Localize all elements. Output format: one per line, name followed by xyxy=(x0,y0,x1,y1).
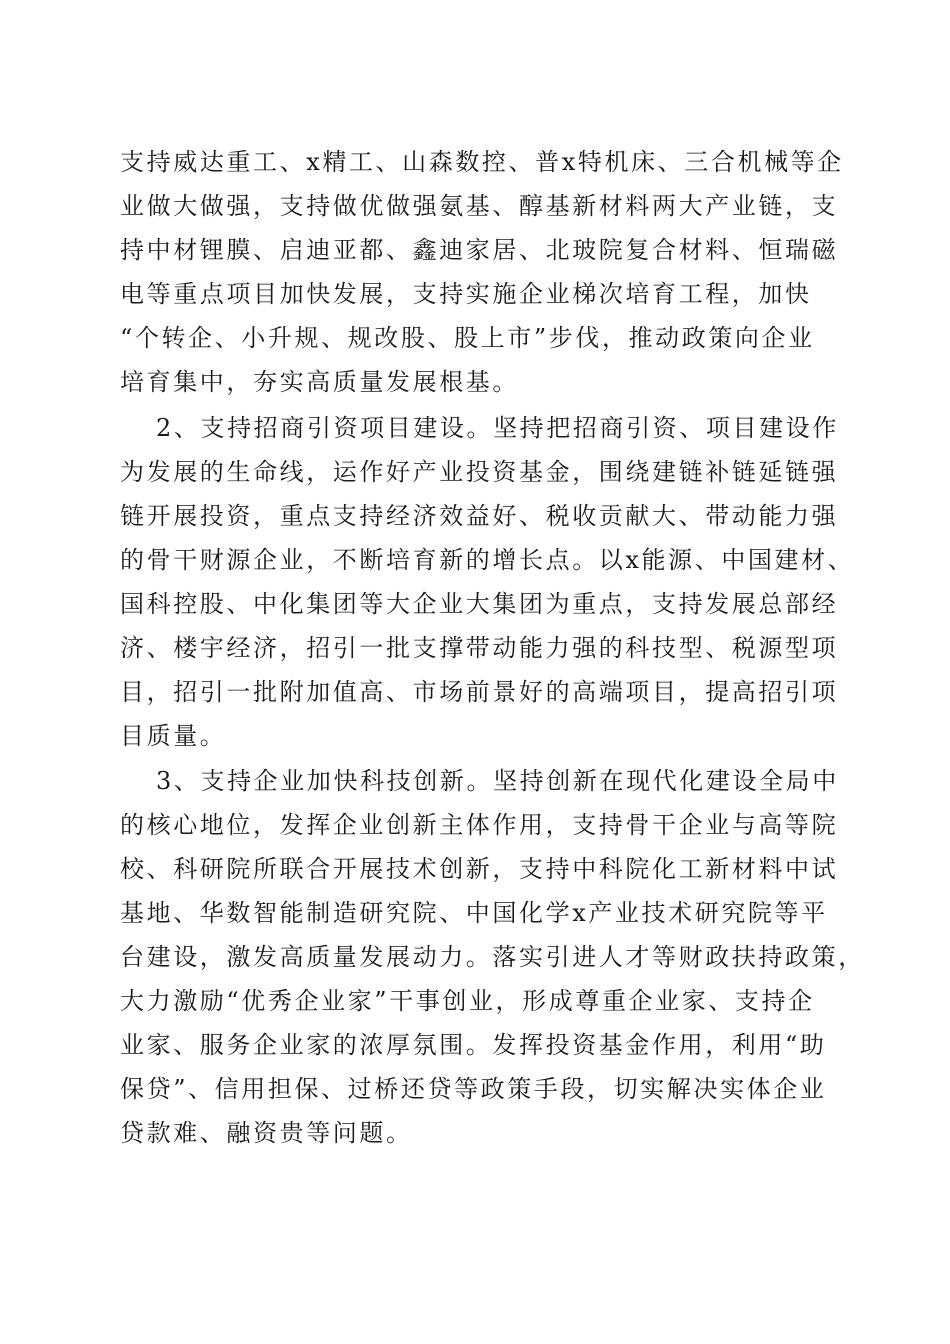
paragraph-line: 业家、服务企业家的浓厚氛围。发挥投资基金作用，利用“助 xyxy=(120,1031,827,1059)
paragraph-line: 济、楼宇经济，招引一批支撑带动能力强的科技型、税源型项 xyxy=(120,634,839,662)
paragraph-line: 支持威达重工、x精工、山森数控、普x特机床、三合机械等企 xyxy=(120,148,844,176)
paragraph-line: 保贷”、信用担保、过桥还贷等政策手段，切实解决实体企业 xyxy=(120,1075,827,1103)
paragraph-line: 2、支持招商引资项目建设。坚持把招商引资、项目建设作 xyxy=(156,414,839,442)
paragraph-2 xyxy=(120,406,855,758)
paragraph-line: 国科控股、中化集团等大企业大集团为重点，支持发展总部经 xyxy=(120,590,839,618)
paragraph-line: 为发展的生命线，运作好产业投资基金，围绕建链补链延链强 xyxy=(120,458,839,486)
paragraph-line: 3、支持企业加快科技创新。坚持创新在现代化建设全局中 xyxy=(156,767,839,795)
paragraph-1 xyxy=(120,140,844,404)
paragraph-line: 贷款难、融资贵等问题。 xyxy=(120,1119,413,1147)
paragraph-line: 持中材锂膜、启迪亚都、鑫迪家居、北玻院复合材料、恒瑞磁 xyxy=(120,236,839,264)
paragraph-line: 培育集中，夯实高质量发展根基。 xyxy=(120,368,519,396)
paragraph-line: 业做大做强，支持做优做强氨基、醇基新材料两大产业链，支 xyxy=(120,192,839,220)
paragraph-3 xyxy=(120,759,865,1155)
paragraph-line: 校、科研院所联合开展技术创新，支持中科院化工新材料中试 xyxy=(120,855,839,883)
paragraph-line: 的骨干财源企业，不断培育新的增长点。以x能源、中国建材、 xyxy=(120,546,855,574)
paragraph-line: 基地、华数智能制造研究院、中国化学x产业技术研究院等平 xyxy=(120,899,828,927)
paragraph-line: 台建设，激发高质量发展动力。落实引进人才等财政扶持政策， xyxy=(120,943,865,971)
paragraph-line: 链开展投资，重点支持经济效益好、税收贡献大、带动能力强 xyxy=(120,502,839,530)
paragraph-line: 电等重点项目加快发展，支持实施企业梯次培育工程，加快 xyxy=(120,280,812,308)
paragraph-line: 大力激励“优秀企业家”干事创业，形成尊重企业家、支持企 xyxy=(120,987,815,1015)
paragraph-line: 目，招引一批附加值高、市场前景好的高端项目，提高招引项 xyxy=(120,678,839,706)
paragraph-line: 的核心地位，发挥企业创新主体作用，支持骨干企业与高等院 xyxy=(120,811,839,839)
paragraph-line: “个转企、小升规、规改股、股上市”步伐，推动政策向企业 xyxy=(120,324,815,352)
paragraph-line: 目质量。 xyxy=(120,722,227,750)
